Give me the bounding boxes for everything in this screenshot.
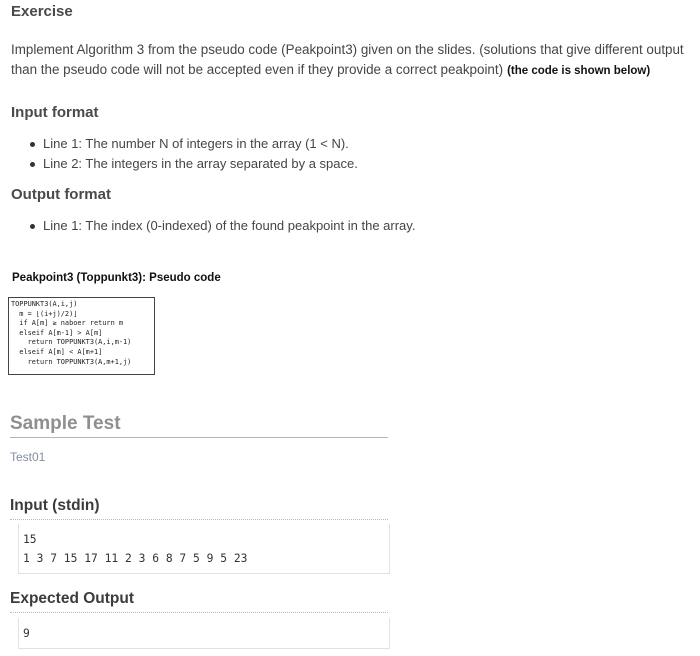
output-format-list xyxy=(30,216,415,236)
expected-output-heading: Expected Output xyxy=(10,590,135,607)
input-format-list xyxy=(30,134,358,174)
input-format-heading: Input format xyxy=(11,104,99,121)
input-stdin-box xyxy=(18,524,390,574)
list-item: Line 2: The integers in the array separated by a space. xyxy=(30,154,358,174)
output-format-heading: Output format xyxy=(11,186,111,203)
input-stdin-content: 15 1 3 7 15 17 11 2 3 6 8 7 5 9 5 23 xyxy=(23,533,248,565)
divider xyxy=(10,437,388,438)
divider xyxy=(10,519,388,520)
list-item: Line 1: The index (0-indexed) of the found peakpoint in the array. xyxy=(30,216,415,236)
expected-output-box xyxy=(18,618,390,649)
divider xyxy=(10,612,388,613)
pseudo-code-text: TOPPUNKT3(A,i,j) m = ⌊(i+j)/2)⌋ if A[m] ≥ naboer return m elseif A[m-1] > A[m] return TOPPUNKT3(A,i,m-1) elseif A[m] < A[m+1] return TOPPUNKT3(A,m+1,j) xyxy=(11,300,132,366)
code-shown-below-note: (the code is shown below) xyxy=(507,65,651,77)
test-case-link[interactable]: Test01 xyxy=(10,450,46,464)
sample-test-heading: Sample Test xyxy=(10,413,121,434)
list-item: Line 1: The number N of integers in the array (1 < N). xyxy=(30,134,358,154)
exercise-heading: Exercise xyxy=(11,3,73,20)
exercise-description xyxy=(11,40,691,81)
pseudo-code-image xyxy=(8,297,155,375)
input-stdin-heading: Input (stdin) xyxy=(10,497,100,514)
exercise-intro-text: Implement Algorithm 3 from the pseudo code (Peakpoint3) given on the slides. (solutions that give different output than the pseudo code will not be accepted even if they provide a correct peakpoint) xyxy=(11,42,684,77)
expected-output-content: 9 xyxy=(23,627,30,640)
pseudo-code-title: Peakpoint3 (Toppunkt3): Pseudo code xyxy=(12,272,221,284)
